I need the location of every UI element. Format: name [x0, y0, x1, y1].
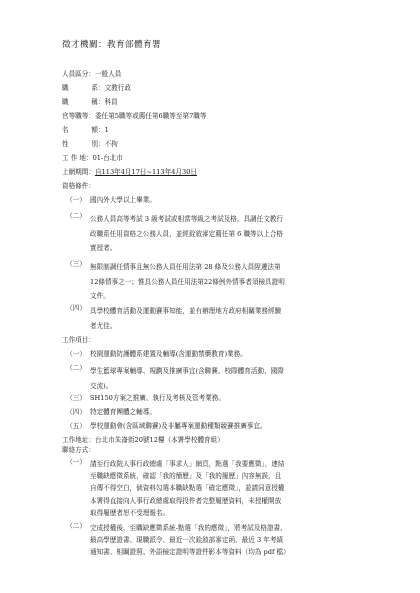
- item-line: 具學校體育活動及運動賽事知能，並有辦理地方政府相關業務經驗: [90, 307, 282, 315]
- field-personnel-type: [62, 70, 121, 79]
- item-line: 完成授權後，至職缺應徵系統-點選「我的應徵」，將考試及格證書、: [90, 524, 287, 532]
- field-label: [62, 98, 98, 107]
- item-line: 文件。: [90, 292, 110, 300]
- item-line: 至職缺應徵系統，確認「我的簡歷」及「我的履歷」內容無誤，且: [90, 472, 282, 481]
- label-char: 系: [91, 84, 98, 92]
- field-label: 上網期間：: [62, 168, 95, 176]
- field-value: 委任第5職等或薦任第6職等至第7職等: [94, 112, 207, 120]
- item-number: （三）: [66, 260, 86, 268]
- item-line: 學校運動會(含區域聯賽)及非屬專案運動種類競賽推廣事宜。: [90, 422, 267, 430]
- item-number: （一）: [66, 458, 86, 466]
- label-char: 別: [91, 140, 98, 148]
- field-label: 官等職等：: [62, 112, 95, 120]
- field-value: 台北市朱崙街20號12樓（本署學校體育組）: [94, 436, 224, 444]
- field-label: 人員區分：: [62, 70, 95, 78]
- field-value: 不拘: [104, 140, 118, 148]
- item-number: （四）: [66, 304, 86, 312]
- work-address: [62, 436, 224, 445]
- field-value: 自113年4月17日~113年4月30日: [94, 168, 197, 176]
- item-number: （五）: [66, 422, 86, 430]
- duties-heading: 工作項目：: [62, 336, 95, 344]
- item-number: （二）: [66, 364, 86, 372]
- field-value: 文教行政: [104, 84, 131, 92]
- item-number: （二）: [66, 522, 86, 530]
- item-line: SH150方案之推廣、執行及考核及管考業務。: [90, 394, 225, 402]
- item-line: 校園運動防護體系建置及輔導(含運動禁藥教育)業務。: [90, 350, 247, 358]
- item-number: （一）: [66, 350, 86, 358]
- item-number: （二）: [66, 212, 86, 220]
- contact-heading: 聯絡方式：: [62, 446, 95, 454]
- field-location: [62, 154, 123, 163]
- label-char: 額: [91, 126, 98, 134]
- item-line: 本署得直接向人事行政總處取得投件者完整履歷資料，未授權開放: [90, 496, 282, 505]
- item-line: 者尤佳。: [90, 321, 117, 330]
- label-char: 名: [62, 126, 69, 134]
- field-label: [62, 84, 98, 93]
- label-char: 職: [62, 84, 69, 92]
- item-line: 國內外大學以上畢業。: [90, 196, 156, 204]
- item-number: （三）: [66, 394, 86, 402]
- field-label: [62, 126, 98, 135]
- field-period: [62, 168, 197, 177]
- item-line: 請至行政院人事行政總處「事求人」網頁，點選「我要應徵」，連結: [90, 460, 285, 468]
- label-char: 稱: [91, 98, 98, 106]
- item-line: 特定體育團體之輔導。: [90, 408, 156, 416]
- label-char: 職: [62, 98, 69, 106]
- item-line: 學生籃球專案輔導、規劃及推廣事宜(含聯賽、校際體育活動、國際: [90, 367, 284, 375]
- label-char: 性: [62, 140, 69, 148]
- item-line: 政職系任用資格之公務人員，並經銓敘審定薦任第 6 職等以上合格: [90, 229, 284, 238]
- field-series: 職 系 ：文教行政: [62, 84, 131, 92]
- field-value: 一般人員: [94, 70, 122, 78]
- field-gender: 性 別 ：不拘: [62, 140, 118, 148]
- item-number: （一）: [66, 196, 86, 204]
- page-title: 徵才機關：教育部體育署: [62, 40, 161, 50]
- item-number: （四）: [66, 408, 86, 416]
- item-line: 公務人員高等考試 3 級考試或相當等級之考試及格，具調任文教行: [90, 215, 284, 223]
- field-quota: 名 額 ：1: [62, 126, 109, 134]
- item-line: 交流)。: [90, 381, 113, 390]
- item-line: 通知書、相關證照、外語檢定證明等證件影本等資料（均為 pdf 檔）: [90, 548, 290, 557]
- item-line: 取得履歷者恕不受理報名。: [90, 508, 170, 517]
- field-value: 01-台北市: [92, 154, 123, 162]
- field-grade: [62, 112, 206, 121]
- field-value: 1: [104, 126, 109, 134]
- field-label: 工作地址：: [62, 436, 95, 444]
- item-line: 無限制調任情事且無公務人員任用法第 28 條及公務人員陞遷法第: [90, 263, 281, 271]
- item-line: 實授者。: [90, 244, 117, 252]
- item-line: 自傳不得空白，倘資料勾選本職缺點選「確定應徵」，並請同意授權: [90, 484, 285, 493]
- field-rank: 職 稱 ：科員: [62, 98, 118, 106]
- item-line: 12條情事之一；惟具公務人員任用法第22條例外情事者須檢具證明: [90, 277, 285, 286]
- qualifications-heading: 資格條件：: [62, 182, 95, 190]
- item-line: 最高學歷證書、現職派令、最近一次銓敘部審定函、最近 3 年考績: [90, 536, 284, 545]
- field-label: 工 作 地：: [62, 154, 93, 162]
- field-value: 科員: [104, 98, 118, 106]
- field-label: [62, 140, 98, 149]
